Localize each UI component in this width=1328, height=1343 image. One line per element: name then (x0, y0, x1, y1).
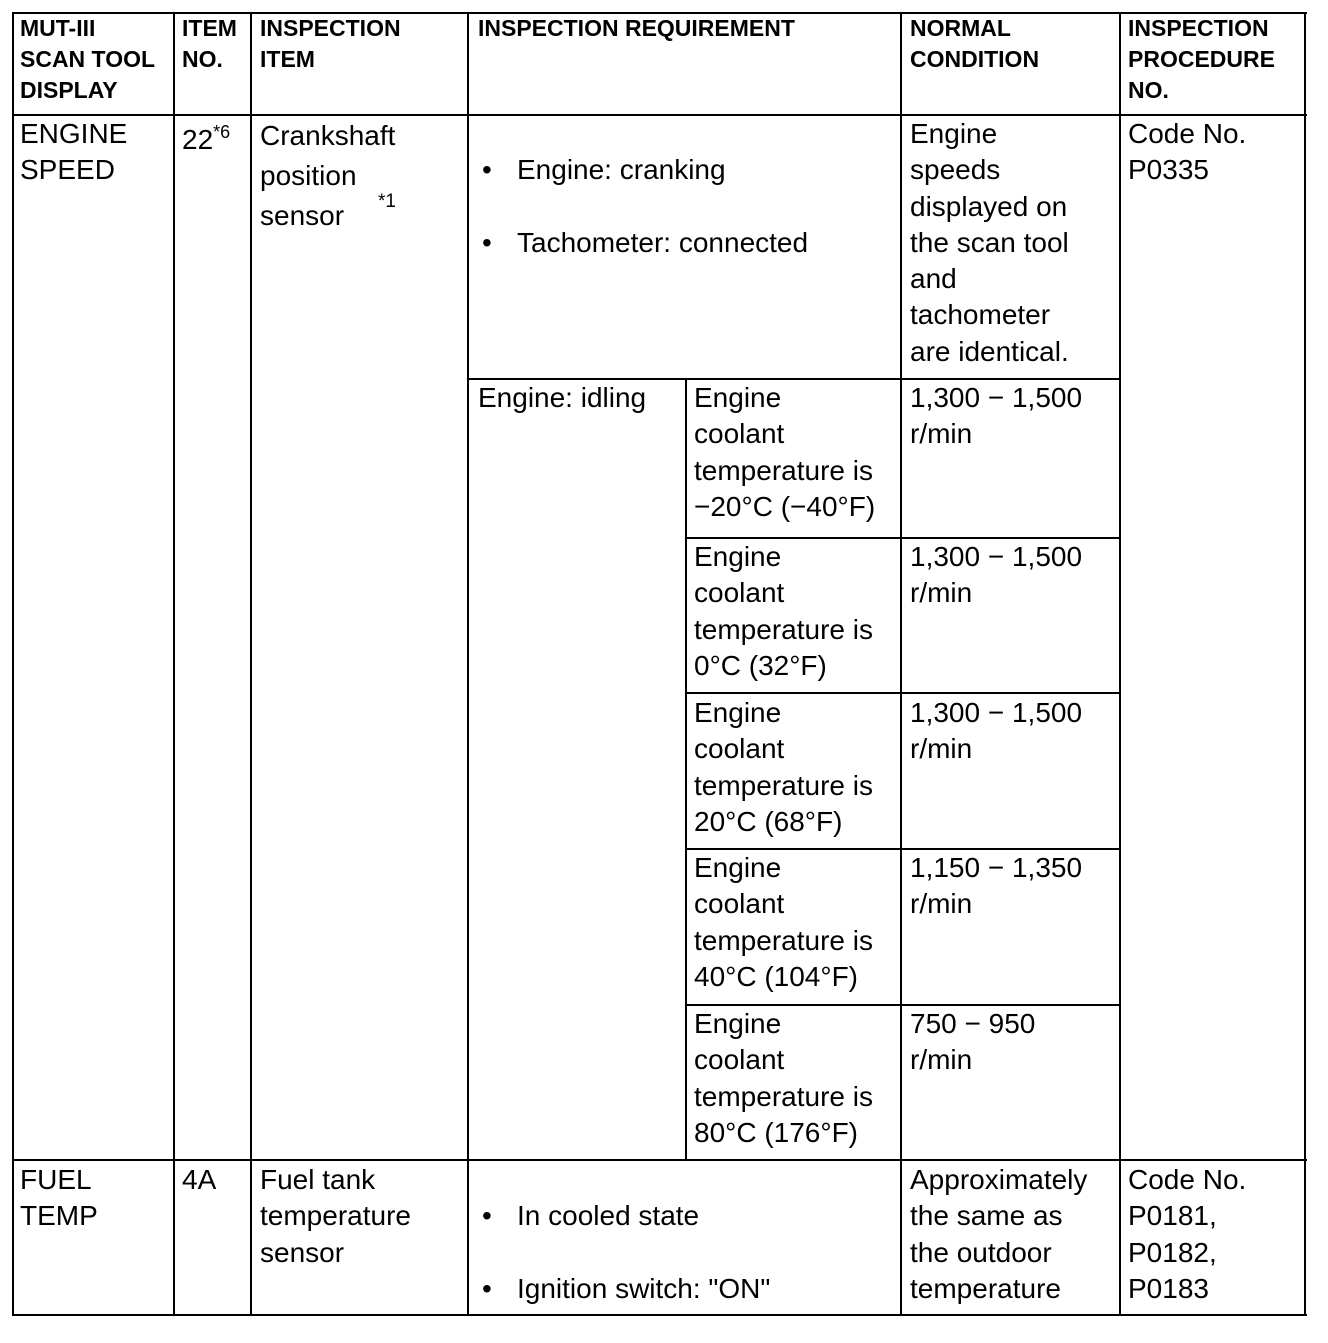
table-border-right (1304, 12, 1306, 1316)
fuel-temp-requirement-list (482, 1162, 770, 1343)
list-item: • In cooled state (482, 1198, 770, 1234)
list-item: • Tachometer: connected (482, 225, 808, 261)
header-scan-tool-display: MUT-III SCAN TOOL DISPLAY (20, 15, 156, 103)
coolant-condition: Engine coolant temperature is −20°C (−40°F) (694, 382, 876, 522)
idle-speed-value: 1,300 − 1,500 r/min (910, 541, 1083, 609)
item-no-value: 22 (182, 124, 214, 155)
header-inspection-requirement: INSPECTION REQUIREMENT (478, 15, 795, 41)
list-item: • Engine: cranking (482, 152, 808, 188)
engine-speed-item-no (182, 122, 230, 158)
idle-speed-value: 1,150 − 1,350 r/min (910, 852, 1083, 920)
fuel-temp-item-no: 4A (182, 1164, 217, 1195)
cranking-requirement-list (482, 116, 808, 297)
column-divider (173, 12, 175, 1316)
fuel-temp-procedure-no: Code No. P0181, P0182, P0183 (1128, 1164, 1247, 1304)
table-border-left (12, 12, 14, 1316)
coolant-condition: Engine coolant temperature is 0°C (32°F) (694, 541, 873, 681)
idle-speed-value: 750 − 950 r/min (910, 1008, 1036, 1076)
column-divider (467, 12, 469, 1316)
footnote-marker: *1 (378, 191, 396, 212)
sub-column-divider (685, 378, 687, 1161)
cranking-normal-condition: Engine speeds displayed on the scan tool and tachometer are identical. (910, 118, 1069, 367)
fuel-tank-sensor-item: Fuel tank temperature sensor (260, 1164, 411, 1268)
header-normal-condition: NORMAL CONDITION (910, 15, 1040, 72)
idle-speed-value: 1,300 − 1,500 r/min (910, 382, 1083, 450)
coolant-condition: Engine coolant temperature is 20°C (68°F) (694, 697, 873, 837)
fuel-temp-normal-condition: Approximately the same as the outdoor temperature (910, 1164, 1088, 1304)
engine-speed-procedure-no: Code No. P0335 (1128, 118, 1247, 186)
list-item: • Ignition switch: "ON" (482, 1271, 770, 1307)
coolant-condition: Engine coolant temperature is 80°C (176°F) (694, 1008, 873, 1148)
fuel-temp-display: FUEL TEMP (20, 1164, 98, 1232)
sub-row-divider (686, 692, 1120, 694)
header-inspection-item: INSPECTION ITEM (260, 15, 401, 72)
column-divider (900, 12, 902, 1316)
engine-speed-display: ENGINE SPEED (20, 118, 128, 186)
idle-speed-value: 1,300 − 1,500 r/min (910, 697, 1083, 765)
row-divider (12, 1159, 1307, 1161)
footnote-marker: *6 (213, 122, 231, 142)
header-inspection-procedure-no: INSPECTION PROCEDURE NO. (1128, 15, 1275, 103)
idling-requirement-label: Engine: idling (478, 382, 647, 413)
column-divider (1119, 12, 1121, 1316)
header-item-no: ITEM NO. (182, 15, 237, 72)
column-divider (250, 12, 252, 1316)
crankshaft-sensor-item: Crankshaft position sensor (260, 120, 396, 231)
coolant-condition: Engine coolant temperature is 40°C (104°F) (694, 852, 873, 992)
